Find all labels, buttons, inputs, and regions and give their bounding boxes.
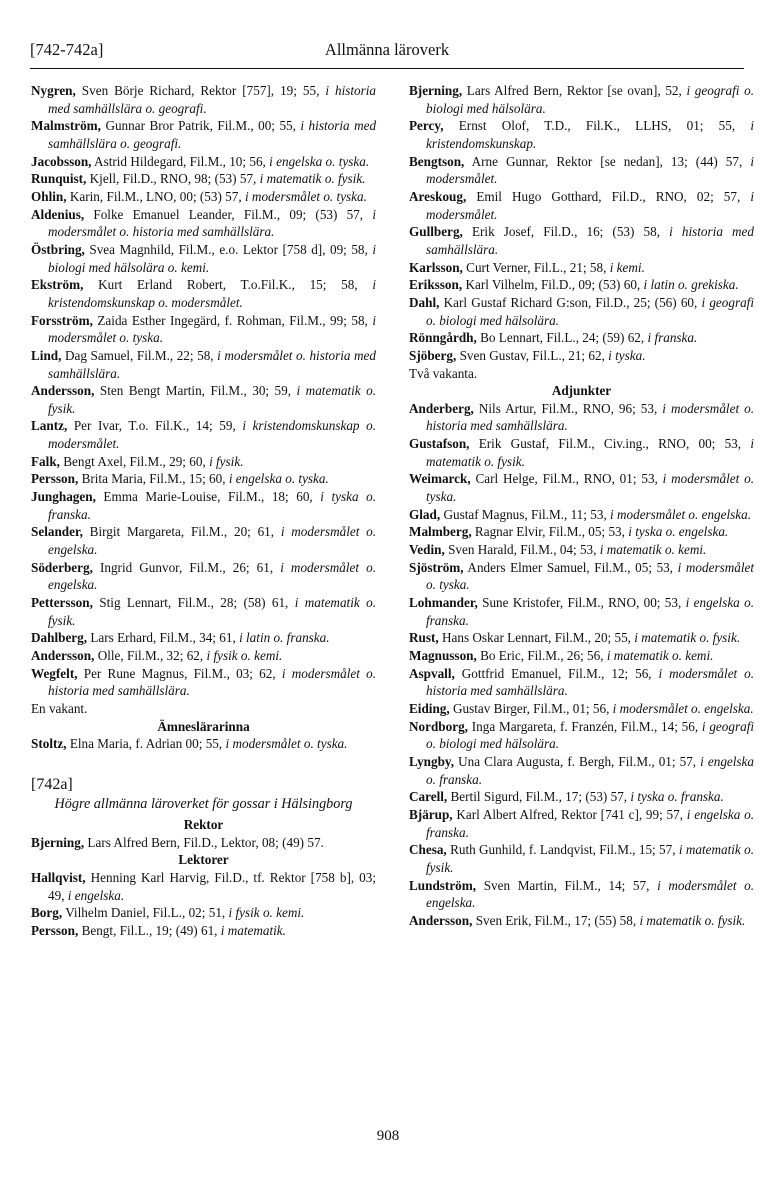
staff-name: Andersson, [31,648,95,663]
staff-details: Ingrid Gunvor, Fil.M., 26; 61, [99,559,274,575]
staff-name: Bjerning, [31,834,85,850]
staff-name: Bjerning, [409,83,463,98]
staff-subjects: i matematik o. fysik. [259,171,366,187]
staff-subjects: i tyska o. franska. [48,489,377,522]
staff-name: Lantz, [31,418,68,434]
staff-entry [409,629,754,647]
staff-details: Lars Erhard, Fil.M., 34; 61, [90,630,236,646]
staff-entry [409,153,754,188]
staff-details: Elna Maria, f. Adrian 00; 55, [69,736,223,752]
staff-details: Vilhelm Daniel, Fil.L., 02; 51, [65,905,226,921]
staff-details: Karl Albert Alfred, Rektor [741 c], 99; 57, [456,806,684,822]
staff-details: Dag Samuel, Fil.M., 22; 58, [64,347,214,363]
staff-name: Aspvall, [409,665,455,681]
staff-details: Astrid Hildegard, Fil.M., 10; 56, [94,153,266,169]
staff-entry [409,665,754,700]
staff-entry [31,382,376,417]
staff-subjects: i modersmålet o. tyska. [244,188,367,204]
staff-entry [409,806,754,841]
staff-entry [31,629,376,647]
staff-entry [409,506,754,524]
staff-entry [409,788,754,806]
staff-subjects: i modersmålet o. engelska. [48,524,377,558]
staff-details: Sven Erik, Fil.M., 17; (55) 58, [475,912,637,928]
staff-name: Lyngby, [409,753,455,769]
staff-name: Rönngårdh, [409,330,477,346]
staff-details: Emma Marie-Louise, Fil.M., 18; 60, [103,489,313,505]
staff-entry [409,400,754,435]
staff-subjects: i modersmålet o. historia med samhällslära. [426,400,755,434]
section-heading: Adjunkter [551,383,612,399]
staff-details: Ruth Gunhild, f. Landqvist, Fil.M., 15; 57, [450,842,676,858]
staff-entry [409,523,754,541]
staff-subjects: i engelska o. franska. [426,595,755,628]
staff-name: Nygren, [31,83,76,98]
staff-subjects: i modersmålet o. tyska. [225,736,348,752]
staff-entry [31,170,376,188]
staff-name: Bjärup, [409,806,453,822]
staff-details: Nils Artur, Fil.M., RNO, 96; 53, [478,400,658,416]
staff-entry [409,559,754,594]
staff-name: Bengtson, [409,153,465,169]
staff-details: Carl Helge, Fil.M., RNO, 01; 53, [475,471,658,487]
staff-subjects: i kristendomskunskap o. modersmålet. [48,418,376,452]
staff-details: Curt Verner, Fil.L., 21; 58, [466,259,607,275]
staff-subjects: i fysik. [209,453,244,469]
staff-details: Hans Oskar Lennart, Fil.M., 20; 55, [441,630,631,646]
staff-entry [31,117,376,152]
staff-subjects: i matematik o. fysik. [426,436,754,469]
staff-details: Karl Vilhelm, Fil.D., 09; (53) 60, [465,277,641,293]
staff-entry [409,877,754,912]
staff-name: Sjöberg, [409,347,457,363]
staff-name: Selander, [31,524,83,540]
staff-details: Brita Maria, Fil.M., 15; 60, [81,471,226,487]
staff-name: Weimarck, [409,471,471,487]
staff-subjects: i latin o. grekiska. [643,277,739,293]
staff-name: Vedin, [409,542,445,558]
section-heading: Rektor [183,816,224,832]
staff-details: Una Clara Augusta, f. Bergh, Fil.M., 01; 57, [458,753,697,769]
staff-entry [409,223,754,258]
staff-name: Borg, [31,905,63,921]
staff-subjects: i biologi med hälsolära o. kemi. [48,241,376,275]
staff-subjects: i modersmålet o. tyska. [426,559,755,593]
staff-name: Hallqvist, [31,869,86,885]
staff-entry [31,188,376,206]
staff-details: Per Rune Magnus, Fil.M., 03; 62, [83,665,276,681]
staff-details: Sune Kristofer, Fil.M., RNO, 00; 53, [482,595,682,611]
staff-name: Eriksson, [409,277,463,293]
staff-subjects: i matematik. [220,922,286,938]
staff-subjects: i engelska o. tyska. [228,471,329,487]
staff-name: Stoltz, [31,736,67,752]
header-rule [30,68,744,69]
page-number: 908 [376,1128,400,1144]
staff-entry [31,470,376,488]
staff-subjects: i modersmålet o. historia med samhällslära. [426,665,755,699]
staff-name: Andersson, [31,383,95,399]
section-number: [742a] [31,775,73,793]
staff-subjects: i modersmålet o. engelska. [610,506,752,522]
staff-entry [31,594,376,629]
staff-subjects: i latin o. franska. [239,630,330,646]
staff-subjects: i matematik o. fysik. [639,912,746,928]
staff-name: Östbring, [31,241,85,257]
staff-subjects: i fysik o. kemi. [228,905,305,921]
staff-subjects: i matematik o. fysik. [48,383,376,416]
staff-name: Rust, [409,630,439,646]
staff-details: Lars Alfred Bern, Rektor [se ovan], 52, [466,83,682,98]
staff-entry [409,117,754,152]
staff-name: Ekström, [31,277,84,293]
staff-subjects: i modersmålet o. historia med samhällslära. [48,206,376,240]
staff-details: Emil Hugo Gotthard, Fil.D., RNO, 02; 57, [476,188,741,204]
staff-subjects: i modersmålet o. engelska. [426,877,755,911]
staff-name: Malmström, [31,118,101,134]
staff-details: Bo Lennart, Fil.L., 24; (59) 62, [480,330,645,346]
staff-entry [31,735,376,753]
staff-details: Anders Elmer Samuel, Fil.M., 05; 53, [467,559,674,575]
right-column [409,82,754,930]
staff-details: Sven Harald, Fil.M., 04; 53, [448,542,597,558]
staff-entry [31,647,376,665]
staff-name: Malmberg, [409,524,472,540]
staff-subjects: i historia med samhällslära o. geografi. [48,83,377,116]
staff-name: Persson, [31,922,79,938]
staff-name: Gullberg, [409,224,463,240]
staff-details: Gunnar Bror Patrik, Fil.M., 00; 55, [105,118,296,134]
vacancy-note: Två vakanta. [409,365,478,381]
staff-subjects: i modersmålet o. engelska. [48,559,376,593]
staff-entry [31,523,376,558]
staff-subjects: i modersmålet. [426,188,754,222]
staff-entry [31,312,376,347]
staff-name: Eiding, [409,700,450,716]
staff-details: Arne Gunnar, Rektor [se nedan], 13; (44) 57, [471,153,743,169]
staff-entry [409,294,754,329]
staff-details: Ragnar Elvir, Fil.M., 05; 53, [474,524,625,540]
staff-name: Magnusson, [409,648,477,663]
staff-name: Persson, [31,471,79,487]
staff-subjects: i tyska o. engelska. [628,524,729,540]
section-reference: [742-742a] [30,40,104,59]
staff-name: Karlsson, [409,259,463,275]
staff-subjects: i modersmålet o. historia med samhällslära. [48,347,376,381]
staff-subjects: i modersmålet o. tyska. [426,471,754,505]
staff-entry [31,241,376,276]
staff-entry [31,276,376,311]
staff-name: Pettersson, [31,595,93,611]
staff-entry [31,453,376,471]
staff-details: Gottfrid Emanuel, Fil.M., 12; 56, [461,665,652,681]
staff-entry [409,276,754,294]
staff-details: Svea Magnhild, Fil.M., e.o. Lektor [758 d], 09; 58, [89,241,368,257]
staff-details: Folke Emanuel Leander, Fil.M., 09; (53) 57, [93,206,364,222]
staff-details: Karl Gustaf Richard G:son, Fil.D., 25; (56) 60, [443,294,698,310]
staff-details: Per Ivar, T.o. Fil.K., 14; 59, [73,418,236,434]
staff-entry [409,470,754,505]
staff-subjects: i geografi o. biologi med hälsolära. [426,83,755,116]
staff-subjects: i geografi o. biologi med hälsolära. [426,294,755,328]
staff-name: Areskoug, [409,188,467,204]
staff-subjects: i engelska o. tyska. [269,153,370,169]
staff-entry [409,541,754,559]
staff-entry [31,206,376,241]
staff-details: Inga Margareta, f. Franzén, Fil.M., 14; 56, [471,718,699,734]
staff-subjects: i franska. [647,330,698,346]
staff-entry [409,82,754,117]
staff-details: Bo Eric, Fil.M., 26; 56, [480,648,604,663]
staff-details: Henning Karl Harvig, Fil.D., tf. Rektor [758 b], 03; 49, [48,869,376,903]
staff-details: Gustav Birger, Fil.M., 01; 56, [452,700,610,716]
staff-subjects: i modersmålet. [426,153,754,187]
staff-name: Söderberg, [31,559,93,575]
staff-details: Erik Gustaf, Fil.M., Civ.ing., RNO, 00; 53, [478,436,742,452]
section-heading: Ämneslärarinna [157,718,250,734]
staff-name: Wegfelt, [31,665,78,681]
school-title: Högre allmänna läroverket för gossar i Hälsingborg [54,795,353,812]
staff-details: Olle, Fil.M., 32; 62, [97,648,204,663]
staff-entry [409,841,754,876]
staff-subjects: i matematik o. fysik. [634,630,741,646]
staff-details: Sven Gustav, Fil.L., 21; 62, [459,347,605,363]
staff-name: Sjöström, [409,559,464,575]
staff-subjects: i tyska. [608,347,646,363]
staff-entry [409,347,754,365]
staff-entry [409,259,754,277]
staff-details: Birgit Margareta, Fil.M., 20; 61, [89,524,275,540]
staff-entry [31,869,376,904]
staff-name: Carell, [409,789,448,805]
staff-details: Zaida Esther Ingegärd, f. Rohman, Fil.M., 99; 58, [97,312,368,328]
staff-subjects: i matematik o. fysik. [48,595,376,628]
staff-entry [409,594,754,629]
staff-entry [31,153,376,171]
staff-subjects: i historia med samhällslära o. geografi. [48,118,377,151]
staff-details: Bengt Axel, Fil.M., 29; 60, [63,453,206,469]
staff-entry [409,718,754,753]
staff-entry [31,834,376,852]
staff-subjects: i geografi o. biologi med hälsolära. [426,718,755,752]
staff-name: Runquist, [31,171,87,187]
staff-name: Anderberg, [409,400,474,416]
left-column [31,82,376,940]
staff-name: Nordborg, [409,718,468,734]
staff-details: Sten Bengt Martin, Fil.M., 30; 59, [99,383,292,399]
staff-entry [409,753,754,788]
staff-name: Jacobsson, [31,153,92,169]
staff-details: Sven Martin, Fil.M., 14; 57, [483,877,650,893]
staff-entry [31,417,376,452]
staff-entry [31,82,376,117]
staff-name: Glad, [409,506,441,522]
staff-name: Aldenius, [31,206,85,222]
staff-subjects: i tyska o. franska. [630,789,724,805]
staff-subjects: i kemi. [609,259,645,275]
staff-entry [31,347,376,382]
staff-name: Junghagen, [31,489,96,505]
staff-name: Percy, [409,118,444,134]
staff-name: Lind, [31,347,62,363]
staff-details: Kjell, Fil.D., RNO, 98; (53) 57, [89,171,257,187]
staff-details: Ernst Olof, T.D., Fil.K., LLHS, 01; 55, [458,118,736,134]
section-heading: Lektorer [178,852,229,868]
staff-subjects: i modersmålet o. tyska. [48,312,377,346]
staff-details: Lars Alfred Bern, Fil.D., Lektor, 08; (49) 57. [87,834,324,850]
staff-details: Kurt Erland Robert, T.o.Fil.K., 15; 58, [98,277,358,293]
staff-subjects: i modersmålet o. engelska. [612,700,754,716]
page-title: Allmänna läroverk [324,40,450,59]
staff-name: Dahlberg, [31,630,88,646]
staff-details: Karin, Fil.M., LNO, 00; (53) 57, [69,188,242,204]
staff-entry [409,435,754,470]
staff-entry [31,904,376,922]
staff-name: Falk, [31,453,60,469]
staff-name: Andersson, [409,912,473,928]
staff-name: Lundström, [409,877,477,893]
staff-details: Bertil Sigurd, Fil.M., 17; (53) 57, [450,789,628,805]
staff-entry [31,665,376,700]
staff-details: Bengt, Fil.L., 19; (49) 61, [81,922,218,938]
staff-entry [409,188,754,223]
staff-subjects: i modersmålet o. historia med samhällslära. [48,665,376,699]
staff-subjects: i matematik o. kemi. [606,648,714,663]
page-header [30,40,744,66]
staff-subjects: i engelska. [67,887,125,903]
staff-name: Chesa, [409,842,447,858]
staff-entry [409,700,754,718]
staff-entry [409,647,754,665]
staff-subjects: i kristendomskunskap. [426,118,755,151]
staff-entry [31,559,376,594]
staff-entry [409,912,754,930]
staff-details: Gustaf Magnus, Fil.M., 11; 53, [443,506,607,522]
staff-subjects: i matematik o. fysik. [426,842,754,875]
staff-subjects: i fysik o. kemi. [206,648,283,663]
staff-details: Sven Börje Richard, Rektor [757], 19; 55, [81,83,320,98]
staff-details: Stig Lennart, Fil.M., 28; (58) 61, [99,595,289,611]
staff-details: Erik Josef, Fil.D., 16; (53) 58, [471,224,660,240]
staff-entry [31,488,376,523]
staff-subjects: i matematik o. kemi. [599,542,707,558]
staff-subjects: i engelska o. franska. [426,806,755,840]
staff-entry [409,329,754,347]
staff-name: Ohlin, [31,188,67,204]
staff-subjects: i historia med samhällslära. [426,224,754,257]
staff-subjects: i kristendomskunskap o. modersmålet. [48,277,377,310]
staff-name: Dahl, [409,294,440,310]
staff-entry [31,922,376,940]
vacancy-note: En vakant. [31,700,88,716]
staff-name: Lohmander, [409,595,478,611]
staff-subjects: i engelska o. franska. [426,753,755,787]
staff-name: Forsström, [31,312,93,328]
staff-name: Gustafson, [409,436,470,452]
